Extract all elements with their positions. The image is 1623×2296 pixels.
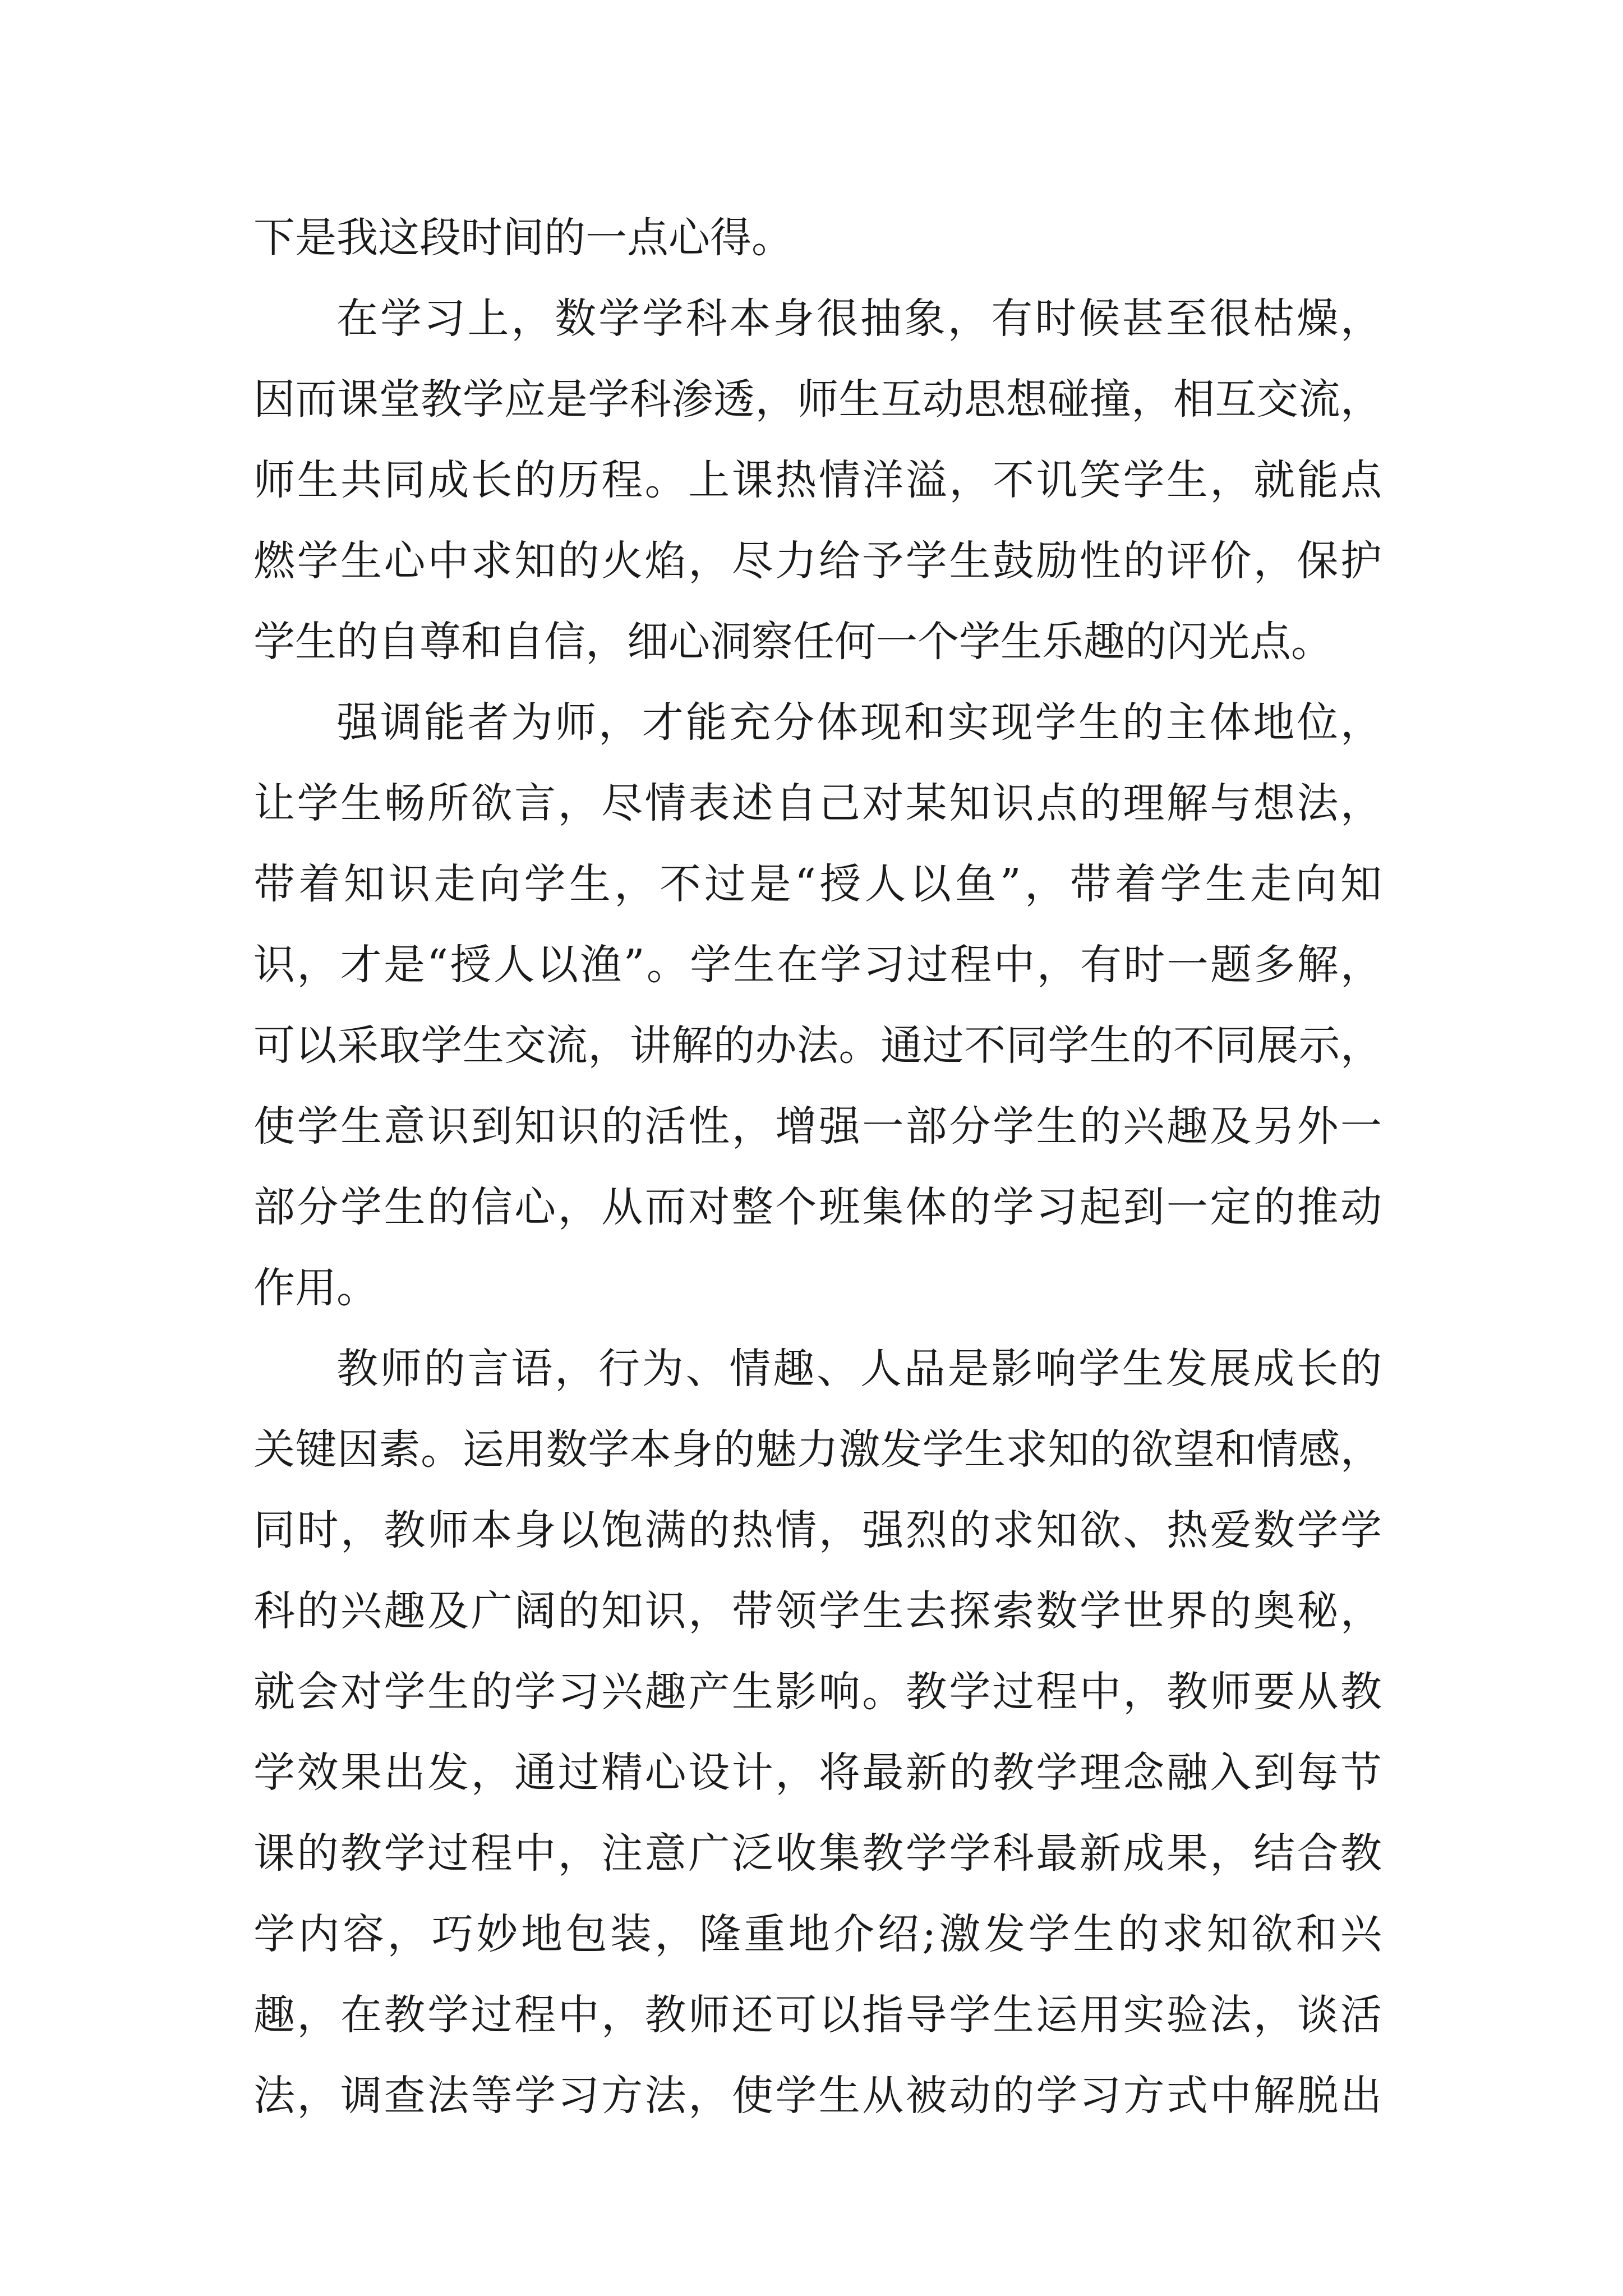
text-line: 作用。 bbox=[253, 1264, 378, 1312]
text-line: 学内容，巧妙地包装，隆重地介绍;激发学生的求知欲和兴 bbox=[253, 1910, 1382, 1958]
text-line: 师生共同成长的历程。上课热情洋溢，不讥笑学生，就能点 bbox=[253, 456, 1382, 504]
text-line: 因而课堂教学应是学科渗透，师生互动思想碰撞，相互交流， bbox=[253, 375, 1382, 424]
text-line: 学生的自尊和自信，细心洞察任何一个学生乐趣的闪光点。 bbox=[253, 618, 1332, 666]
text-line: 下是我这段时间的一点心得。 bbox=[253, 214, 793, 262]
paragraph bbox=[253, 197, 1382, 278]
text-line: 科的兴趣及广阔的知识，带领学生去探索数学世界的奥秘， bbox=[253, 1587, 1382, 1635]
text-line: 可以采取学生交流，讲解的办法。通过不同学生的不同展示， bbox=[253, 1022, 1382, 1070]
text-line: 教师的言语，行为、情趣、人品是影响学生发展成长的 bbox=[336, 1345, 1382, 1393]
paragraph bbox=[253, 278, 1382, 682]
text-line: 就会对学生的学习兴趣产生影响。教学过程中，教师要从教 bbox=[253, 1668, 1382, 1716]
text-line: 燃学生心中求知的火焰，尽力给予学生鼓励性的评价，保护 bbox=[253, 537, 1382, 585]
body-text bbox=[253, 197, 1382, 2136]
text-line: 关键因素。运用数学本身的魅力激发学生求知的欲望和情感， bbox=[253, 1425, 1382, 1474]
text-line: 同时，教师本身以饱满的热情，强烈的求知欲、热爱数学学 bbox=[253, 1506, 1382, 1554]
text-line: 学效果出发，通过精心设计，将最新的教学理念融入到每节 bbox=[253, 1749, 1382, 1797]
text-line: 使学生意识到知识的活性，增强一部分学生的兴趣及另外一 bbox=[253, 1102, 1382, 1151]
text-line: 法，调查法等学习方法，使学生从被动的学习方式中解脱出 bbox=[253, 2072, 1382, 2120]
text-line: 让学生畅所欲言，尽情表述自己对某知识点的理解与想法， bbox=[253, 779, 1382, 827]
paragraph bbox=[253, 682, 1382, 1328]
text-line: 带着知识走向学生，不过是“授人以鱼”，带着学生走向知 bbox=[253, 860, 1382, 908]
text-line: 识，才是“授人以渔”。学生在学习过程中，有时一题多解， bbox=[253, 941, 1382, 989]
text-line: 强调能者为师，才能充分体现和实现学生的主体地位， bbox=[336, 698, 1382, 747]
text-line: 趣，在教学过程中，教师还可以指导学生运用实验法，谈活 bbox=[253, 1991, 1382, 2039]
text-line: 在学习上，数学学科本身很抽象，有时候甚至很枯燥， bbox=[336, 295, 1382, 343]
text-line: 部分学生的信心，从而对整个班集体的学习起到一定的推动 bbox=[253, 1183, 1382, 1231]
text-line: 课的教学过程中，注意广泛收集教学学科最新成果，结合教 bbox=[253, 1829, 1382, 1878]
paragraph bbox=[253, 1328, 1382, 2136]
